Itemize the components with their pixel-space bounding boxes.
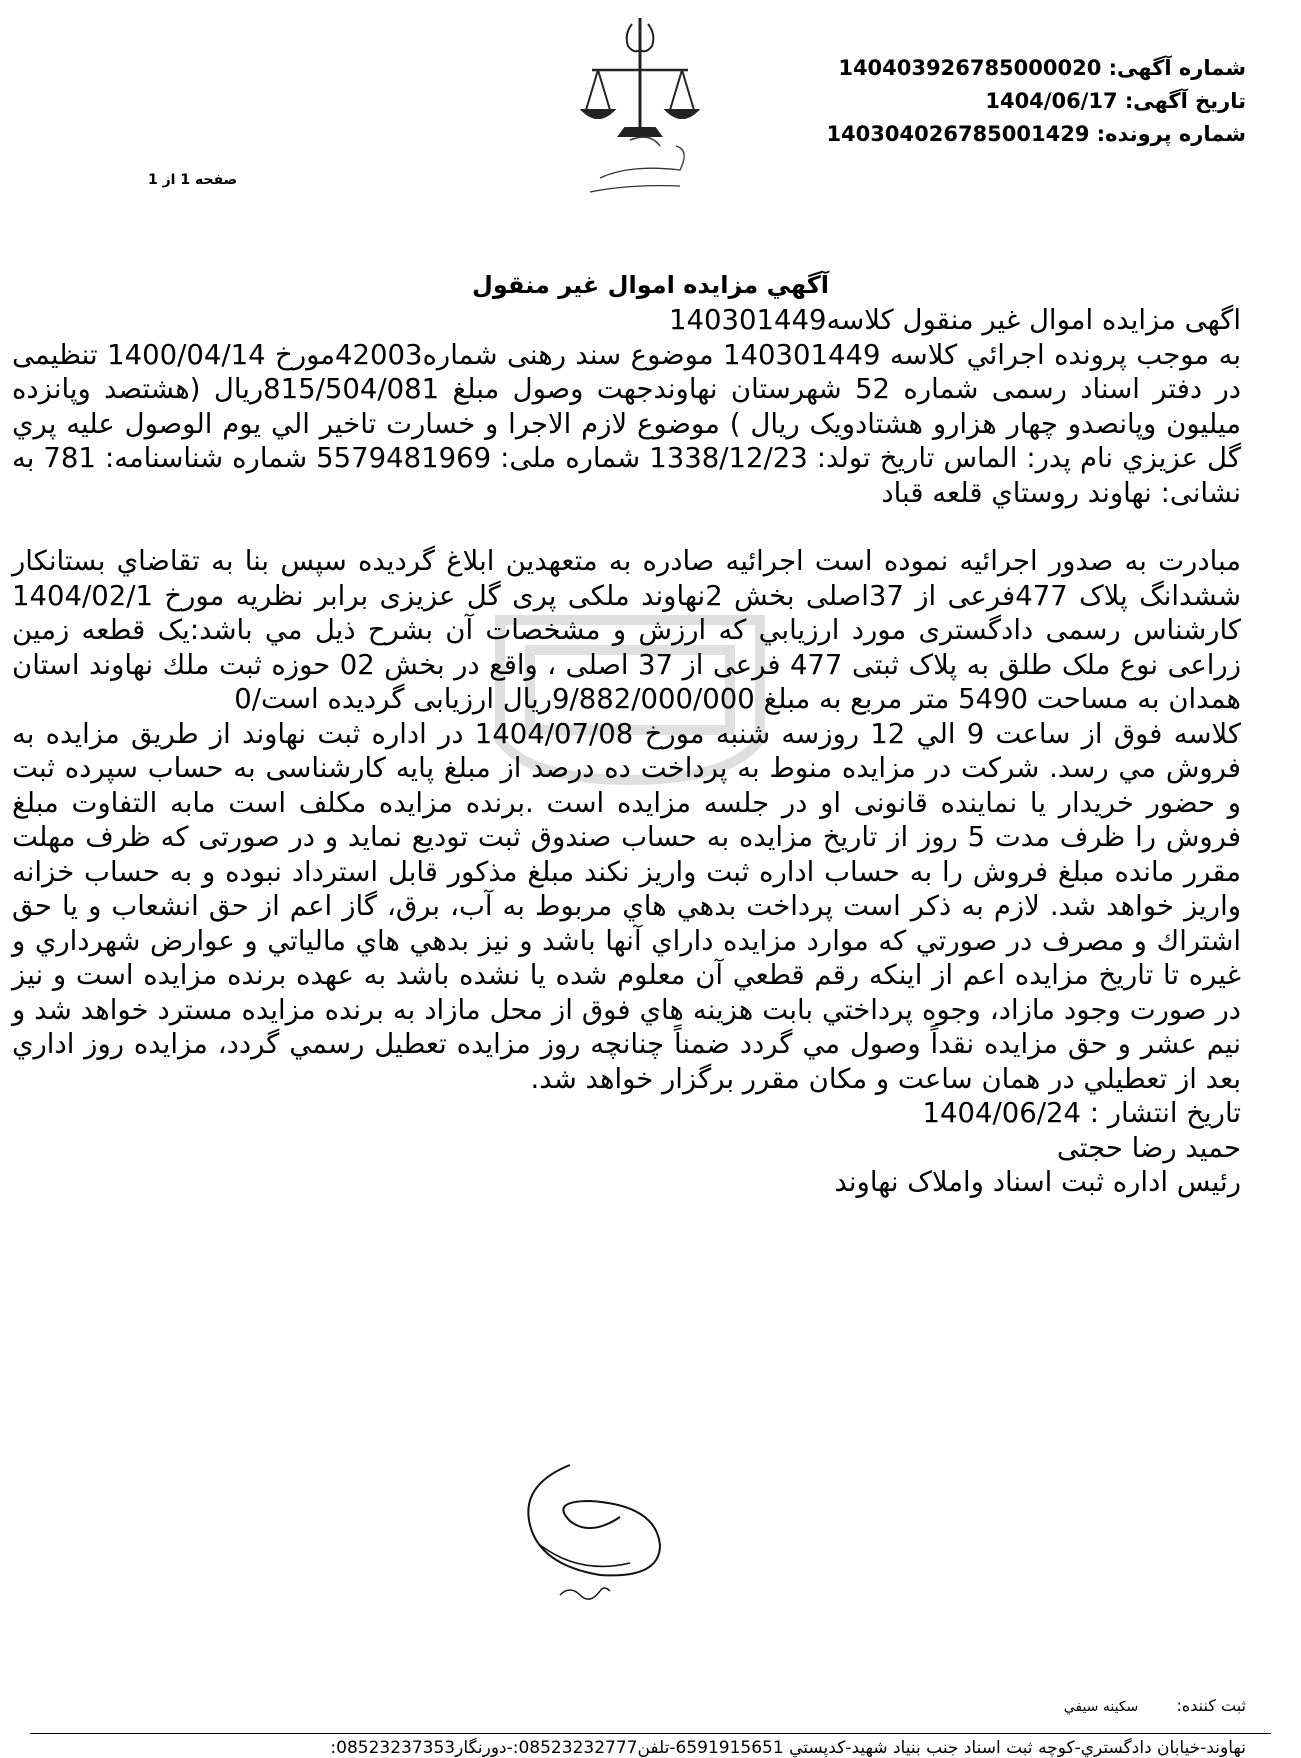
notice-number-row <box>766 52 1246 85</box>
footer-divider <box>30 1733 1271 1734</box>
judiciary-emblem-icon <box>570 10 710 220</box>
handwritten-signature-icon <box>500 1445 680 1620</box>
body-paragraph-2: مبادرت به صدور اجرائيه نموده است اجرائيه صادره به متعهدين ابلاغ گرديده سپس بنا به تقاضاي بستانكار ششدانگ پلاک 477فرعی از 37اصلی بخش 2نهاوند ملکی پری گل عزیزی برابر نظریه مورخ 1404/02/1 كارشناس رسمی دادگستری مورد ارزيابي كه ارزش و مشخصات آن بشرح ذيل مي باشد:یک قطعه زمین زراعی نوع ملک طلق به پلاک ثبتی 477 فرعی از 37 اصلی ، واقع در بخش 02 حوزه ثبت ملك نهاوند استان همدان به مساحت 5490 متر مربع به مبلغ 9/882/000/000ريال ارزيابی گرديده است/0 <box>12 545 1242 715</box>
notice-number-label: شماره آگهی: <box>1108 56 1246 80</box>
notice-date-label: تاریخ آگهی: <box>1124 89 1246 113</box>
body-paragraph-3: كلاسه فوق از ساعت 9 الي 12 روزسه شنبه مورخ 1404/07/08 در اداره ثبت نهاوند از طريق مزايده به فروش مي رسد. شركت در مزايده منوط به پرداخت ده درصد از مبلغ پايه كارشناسی به حساب سپرده ثبت و حضور خريدار يا نماينده قانونی او در جلسه مزايده است .برنده مزايده مكلف است مابه التفاوت مبلغ فروش را ظرف مدت 5 روز از تاريخ مزايده به حساب صندوق ثبت توديع نمايد و در صورتی كه ظرف مهلت مقرر مانده مبلغ فروش را به حساب اداره ثبت واريز نكند مبلغ مذكور قابل استرداد نبوده و به حساب خزانه واريز خواهد شد. لازم به ذكر است پرداخت بدهي هاي مربوط به آب، برق، گاز اعم از حق انشعاب و يا حق اشتراك و مصرف در صورتي كه موارد مزايده داراي آنها باشد و نيز بدهي هاي مالياتي و عوارض شهرداري و غيره تا تاريخ مزايده اعم از اينكه رقم قطعي آن معلوم شده يا نشده باشد به عهده برنده مزايده است و نيز در صورت وجود مازاد، وجوه پرداختي بابت هزينه هاي فوق از محل مازاد به برنده مزايده مسترد خواهد شد و نيم عشر و حق مزايده نقداً وصول مي گردد ضمناً چنانچه روز مزايده تعطيل رسمي گردد، مزايده روز اداري بعد از تعطيلي در همان ساعت و مكان مقرر برگزار خواهد شد. <box>12 717 1241 1095</box>
notice-number-value: 14040392678500002​0 <box>838 56 1102 80</box>
footer-address: نهاوند-خیابان دادگستري-كوچه ثبت اسناد جنب بنیاد شهید-كدپستي 6591915651-تلفن08523232777:-دورنگار08523237353: <box>330 1738 1246 1758</box>
page-number: صفحه 1 از 1 <box>148 172 238 188</box>
registrar-name: سكينه سيفي <box>1063 1699 1139 1715</box>
notice-date-value: 1404/06/17 <box>985 89 1118 113</box>
registrar-label: ثبت كننده: <box>1176 1696 1246 1715</box>
publish-date: تاريخ انتشار : 1404/06/24 <box>922 1097 1241 1129</box>
signer-title: رئيس اداره ثبت اسناد واملاک نهاوند <box>834 1166 1241 1198</box>
registrar-line <box>1064 1696 1246 1715</box>
case-number-row <box>766 118 1246 151</box>
notice-meta <box>766 52 1246 151</box>
notice-date-row <box>766 85 1246 118</box>
document-body <box>12 303 1241 1200</box>
document-title: آگهي مزايده اموال غير منقول <box>472 271 829 299</box>
body-heading-line: اگهی مزایده اموال غیر منقول کلاسه140301449 <box>668 304 1241 336</box>
case-number-value: 140304026785001429 <box>826 122 1090 146</box>
body-paragraph-1: به موجب پرونده اجرائي كلاسه 140301449 موضوع سند رهنی شماره42003مورخ 1400/04/14 تنظيمی در دفتر اسناد رسمی شماره 52 شهرستان نهاوندجهت وصول مبلغ 815/504/081ريال (هشتصد وپانزده ميليون وپانصدو چهار هزارو هشتادويک ريال ) موضوع لازم الاجرا و خسارت تاخير الي يوم الوصول عليه پري گل عزيزي نام پدر: الماس تاريخ تولد: 1338/12/23 شماره ملی: 5579481969 شماره شناسنامه: 781 به نشانی: نهاوند روستاي قلعه قباد <box>12 338 1241 509</box>
case-number-label: شماره پرونده: <box>1096 122 1246 146</box>
signer-name: حمید رضا حجتی <box>1056 1131 1241 1164</box>
paragraph-spacer <box>12 510 1241 544</box>
